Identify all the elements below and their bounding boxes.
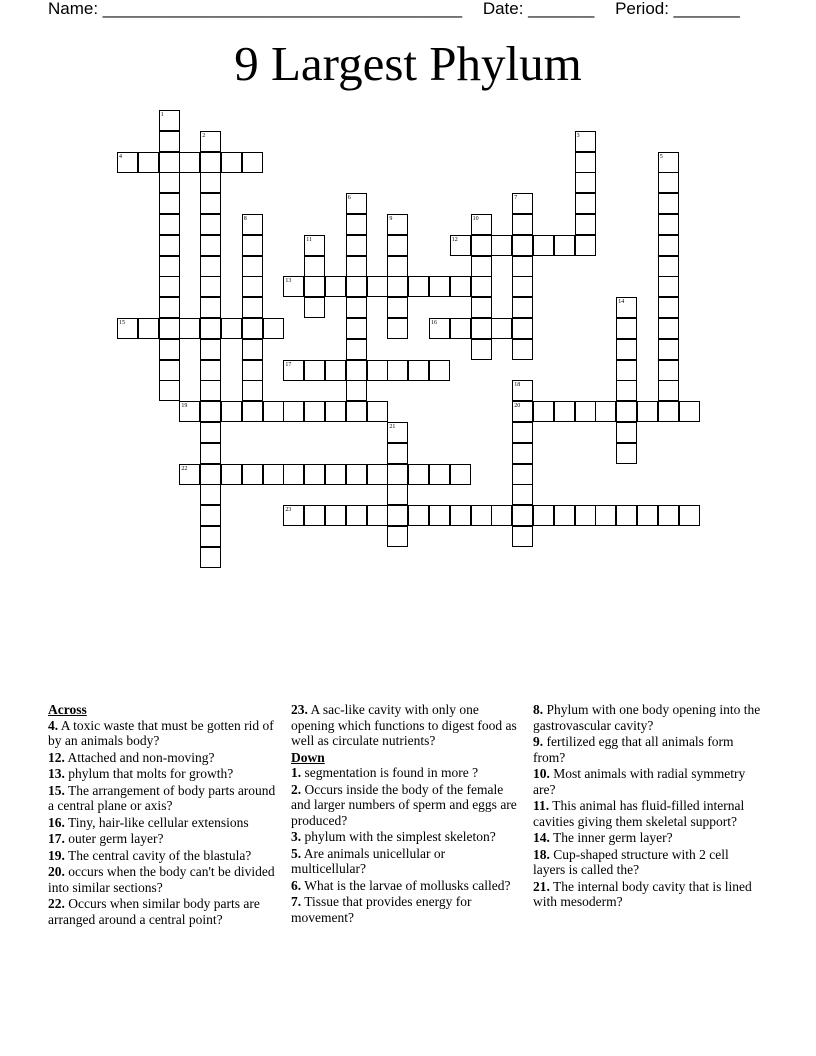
clue-number-label: 8 (243, 216, 247, 222)
crossword-cell[interactable] (387, 318, 408, 339)
clue-number-label: 17 (285, 361, 292, 368)
crossword-cell[interactable] (658, 276, 679, 297)
crossword-cell[interactable] (117, 318, 138, 339)
crossword-cell[interactable] (658, 256, 679, 277)
crossword-cell[interactable] (200, 443, 221, 464)
crossword-cell[interactable] (658, 235, 679, 256)
crossword-cell[interactable] (471, 318, 492, 339)
crossword-cell[interactable] (512, 464, 533, 485)
crossword-cell[interactable] (283, 276, 304, 297)
crossword-cell[interactable] (263, 464, 284, 485)
down-clue: 14. The inner germ layer? (533, 830, 673, 845)
crossword-cell[interactable] (387, 256, 408, 277)
crossword-cell[interactable] (200, 360, 221, 381)
crossword-cell[interactable] (533, 505, 554, 526)
crossword-cell[interactable] (200, 401, 221, 422)
crossword-cell[interactable] (512, 339, 533, 360)
crossword-cell[interactable] (325, 505, 346, 526)
clue-column-3 (533, 702, 761, 911)
crossword-cell[interactable] (658, 401, 679, 422)
crossword-cell[interactable] (200, 297, 221, 318)
down-clue: 1. segmentation is found in more ? (291, 765, 479, 780)
crossword-cell[interactable] (658, 193, 679, 214)
crossword-cell[interactable] (387, 505, 408, 526)
crossword-cell[interactable] (242, 380, 263, 401)
crossword-cell[interactable] (554, 235, 575, 256)
crossword-cell[interactable] (471, 276, 492, 297)
down-clue: 18. Cup-shaped structure with 2 cell layers is called the? (533, 846, 729, 877)
crossword-cell[interactable] (159, 276, 180, 297)
crossword-cell[interactable] (512, 256, 533, 277)
crossword-cell[interactable] (263, 401, 284, 422)
crossword-cell[interactable] (595, 505, 616, 526)
crossword-cell[interactable] (283, 360, 304, 381)
clue-number-label: 18 (514, 382, 521, 389)
crossword-cell[interactable] (346, 235, 367, 256)
crossword-cell[interactable] (325, 360, 346, 381)
period-field[interactable]: Period: _______ (615, 0, 740, 18)
crossword-cell[interactable] (512, 276, 533, 297)
down-clue: 10. Most animals with radial symmetry are? (533, 766, 746, 797)
clue-number-label: 20 (514, 403, 521, 410)
crossword-cell[interactable] (179, 152, 200, 173)
crossword-cell[interactable] (616, 422, 637, 443)
crossword-cell[interactable] (408, 276, 429, 297)
crossword-cell[interactable] (221, 318, 242, 339)
crossword-cell[interactable] (159, 193, 180, 214)
crossword-cell[interactable] (575, 214, 596, 235)
crossword-cell[interactable] (200, 526, 221, 547)
crossword-cell[interactable] (512, 422, 533, 443)
crossword-cell[interactable] (200, 193, 221, 214)
crossword-cell[interactable] (242, 318, 263, 339)
crossword-cell[interactable] (616, 380, 637, 401)
crossword-cell[interactable] (263, 318, 284, 339)
crossword-cell[interactable] (200, 214, 221, 235)
crossword-cell[interactable] (408, 360, 429, 381)
crossword-cell[interactable] (242, 464, 263, 485)
crossword-cell[interactable] (346, 256, 367, 277)
page-title: 9 Largest Phylum (234, 36, 582, 91)
across-clue: 4. A toxic waste that must be gotten rid of by an animals body? (48, 717, 274, 748)
clue-number-label: 10 (472, 216, 479, 222)
name-field[interactable]: Name: ______________________________________ (48, 0, 463, 18)
crossword-cell[interactable] (159, 297, 180, 318)
crossword-cell[interactable] (242, 235, 263, 256)
crossword-cell[interactable] (512, 505, 533, 526)
crossword-cell[interactable] (512, 214, 533, 235)
down-clue: 7. Tissue that provides energy for movement? (291, 894, 472, 925)
crossword-cell[interactable] (367, 360, 388, 381)
crossword-cell[interactable] (242, 214, 263, 235)
crossword-cell[interactable] (658, 380, 679, 401)
clue-number-label: 14 (618, 299, 625, 306)
down-clue: 8. Phylum with one body opening into the gastrovascular cavity? (533, 702, 761, 733)
across-heading: Across (48, 702, 87, 717)
crossword-cell[interactable] (117, 152, 138, 173)
crossword-cell[interactable] (346, 339, 367, 360)
crossword-cell[interactable] (450, 235, 471, 256)
crossword-cell[interactable] (658, 214, 679, 235)
clue-number-label: 22 (181, 465, 188, 472)
crossword-cell[interactable] (450, 505, 471, 526)
crossword-cell[interactable] (159, 380, 180, 401)
across-clue: 13. phylum that molts for growth? (48, 766, 234, 781)
crossword-cell[interactable] (471, 297, 492, 318)
crossword-cell[interactable] (575, 505, 596, 526)
clue-column-1 (48, 702, 276, 928)
crossword-cell[interactable] (491, 318, 512, 339)
crossword-cell[interactable] (159, 339, 180, 360)
down-clue: 2. Occurs inside the body of the female and larger numbers of sperm and eggs are produced? (291, 781, 517, 828)
crossword-cell[interactable] (471, 505, 492, 526)
clue-number-label: 2 (202, 132, 206, 139)
crossword-cell[interactable] (491, 505, 512, 526)
crossword-cell[interactable] (242, 152, 263, 173)
crossword-cell[interactable] (325, 276, 346, 297)
down-clue: 11. This animal has fluid-filled internal cavities giving them skeletal support? (533, 798, 745, 829)
crossword-cell[interactable] (159, 110, 180, 131)
crossword-cell[interactable] (304, 505, 325, 526)
crossword-cell[interactable] (346, 505, 367, 526)
crossword-cell[interactable] (387, 443, 408, 464)
crossword-cell[interactable] (658, 360, 679, 381)
crossword-cell[interactable] (679, 401, 700, 422)
crossword-cell[interactable] (616, 339, 637, 360)
crossword-cell[interactable] (304, 256, 325, 277)
clue-number-label: 7 (514, 195, 518, 202)
crossword-cell[interactable] (512, 235, 533, 256)
crossword-cell[interactable] (367, 505, 388, 526)
crossword-cell[interactable] (616, 505, 637, 526)
crossword-cell[interactable] (533, 235, 554, 256)
crossword-cell[interactable] (408, 505, 429, 526)
crossword-cell[interactable] (575, 235, 596, 256)
crossword-cell[interactable] (221, 401, 242, 422)
crossword-cell[interactable] (200, 131, 221, 152)
crossword-cell[interactable] (429, 360, 450, 381)
date-field[interactable]: Date: _______ (482, 0, 595, 18)
crossword-cell[interactable] (512, 297, 533, 318)
down-clue: 9. fertilized egg that all animals form from? (533, 734, 734, 765)
crossword-cell[interactable] (471, 256, 492, 277)
crossword-cell[interactable] (679, 505, 700, 526)
crossword-cell[interactable] (200, 152, 221, 173)
across-clue: 22. Occurs when similar body parts are arranged around a central point? (48, 896, 260, 927)
crossword-cell[interactable] (658, 172, 679, 193)
clue-number-label: 21 (389, 424, 396, 430)
crossword-cell[interactable] (159, 172, 180, 193)
down-clue: 5. Are animals unicellular or multicellular? (291, 845, 446, 876)
across-clue: 12. Attached and non-moving? (48, 749, 215, 765)
crossword-cell[interactable] (450, 464, 471, 485)
clue-number-label: 15 (119, 320, 125, 326)
crossword-cell[interactable] (637, 401, 658, 422)
crossword-cell[interactable] (429, 505, 450, 526)
crossword-cell[interactable] (325, 464, 346, 485)
clue-number-label: 12 (451, 236, 458, 243)
crossword-cell[interactable] (512, 193, 533, 214)
crossword-cell[interactable] (471, 339, 492, 360)
crossword-cell[interactable] (387, 360, 408, 381)
crossword-cell[interactable] (138, 318, 159, 339)
clue-number-label: 6 (347, 195, 351, 202)
crossword-cell[interactable] (179, 401, 200, 422)
across-clue: 23. A sac-like cavity with only one opening which functions to digest food as well as circulate nutrients? (291, 702, 517, 748)
crossword-cell[interactable] (200, 318, 221, 339)
down-heading: Down (291, 749, 325, 765)
crossword-cell[interactable] (575, 131, 596, 152)
crossword-cell[interactable] (512, 318, 533, 339)
crossword-cell[interactable] (200, 505, 221, 526)
crossword-cell[interactable] (346, 360, 367, 381)
crossword-cell[interactable] (616, 297, 637, 318)
crossword-cell[interactable] (304, 297, 325, 318)
crossword-cell[interactable] (346, 297, 367, 318)
crossword-cell[interactable] (346, 193, 367, 214)
crossword-cell[interactable] (367, 276, 388, 297)
crossword-cell[interactable] (221, 464, 242, 485)
crossword-cell[interactable] (471, 235, 492, 256)
crossword-cell[interactable] (200, 276, 221, 297)
crossword-cell[interactable] (159, 256, 180, 277)
crossword-cell[interactable] (346, 401, 367, 422)
crossword-cell[interactable] (616, 443, 637, 464)
across-clue: 19. The central cavity of the blastula? (48, 847, 252, 863)
crossword-cell[interactable] (200, 422, 221, 443)
clue-number-label: 1 (160, 112, 164, 118)
crossword-cell[interactable] (159, 152, 180, 173)
clue-number-label: 11 (306, 236, 312, 243)
crossword-cell[interactable] (429, 318, 450, 339)
crossword-cell[interactable] (471, 214, 492, 235)
crossword-cell[interactable] (658, 505, 679, 526)
crossword-cell[interactable] (595, 401, 616, 422)
crossword-cell[interactable] (346, 464, 367, 485)
crossword-cell[interactable] (242, 339, 263, 360)
crossword-cell[interactable] (429, 464, 450, 485)
crossword-cell[interactable] (200, 547, 221, 568)
crossword-cell[interactable] (512, 380, 533, 401)
crossword-cell[interactable] (346, 276, 367, 297)
down-clue: 6. What is the larvae of mollusks called? (291, 877, 511, 893)
crossword-cell[interactable] (346, 318, 367, 339)
crossword-cell[interactable] (159, 131, 180, 152)
crossword-cell[interactable] (242, 360, 263, 381)
crossword-cell[interactable] (575, 172, 596, 193)
crossword-cell[interactable] (554, 401, 575, 422)
crossword-cell[interactable] (408, 464, 429, 485)
crossword-cell[interactable] (367, 464, 388, 485)
crossword-cell[interactable] (387, 276, 408, 297)
across-clue: 20. occurs when the body can't be divided into similar sections? (48, 864, 275, 895)
crossword-cell[interactable] (200, 339, 221, 360)
crossword-cell[interactable] (179, 464, 200, 485)
down-clue: 3. phylum with the simplest skeleton? (291, 829, 496, 844)
crossword-cell[interactable] (512, 443, 533, 464)
clue-number-label: 3 (576, 132, 580, 139)
crossword-cell[interactable] (221, 152, 242, 173)
crossword-cell[interactable] (304, 464, 325, 485)
crossword-cell[interactable] (159, 235, 180, 256)
crossword-cell[interactable] (179, 318, 200, 339)
crossword-cell[interactable] (533, 401, 554, 422)
crossword-cell[interactable] (512, 401, 533, 422)
crossword-cell[interactable] (450, 276, 471, 297)
crossword-cell[interactable] (575, 401, 596, 422)
crossword-cell[interactable] (283, 464, 304, 485)
across-clue: 17. outer germ layer? (48, 831, 164, 846)
crossword-cell[interactable] (242, 276, 263, 297)
across-clue: 15. The arrangement of body parts around a central plane or axis? (48, 782, 276, 813)
crossword-cell[interactable] (325, 401, 346, 422)
crossword-cell[interactable] (575, 193, 596, 214)
crossword-cell[interactable] (283, 401, 304, 422)
clue-number-label: 16 (431, 320, 437, 326)
crossword-cell[interactable] (283, 505, 304, 526)
crossword-cell[interactable] (159, 214, 180, 235)
crossword-cell[interactable] (387, 526, 408, 547)
clue-number-label: 19 (181, 403, 188, 410)
crossword-cell[interactable] (616, 360, 637, 381)
clue-number-label: 5 (659, 153, 663, 160)
crossword-cell[interactable] (387, 235, 408, 256)
clue-column-2 (291, 702, 519, 926)
crossword-cell[interactable] (242, 297, 263, 318)
crossword-cell[interactable] (304, 360, 325, 381)
crossword-cell[interactable] (387, 297, 408, 318)
crossword-cell[interactable] (200, 464, 221, 485)
crossword-cell[interactable] (387, 214, 408, 235)
crossword-cell[interactable] (200, 172, 221, 193)
crossword-cell[interactable] (346, 380, 367, 401)
crossword-cell[interactable] (658, 297, 679, 318)
crossword-cell[interactable] (242, 401, 263, 422)
crossword-cell[interactable] (367, 401, 388, 422)
crossword-cell[interactable] (616, 318, 637, 339)
crossword-cell[interactable] (200, 256, 221, 277)
crossword-cell[interactable] (429, 276, 450, 297)
crossword-cell[interactable] (658, 318, 679, 339)
clue-number-label: 4 (119, 153, 122, 160)
crossword-cell[interactable] (200, 484, 221, 505)
crossword-cell[interactable] (200, 235, 221, 256)
crossword-cell[interactable] (658, 152, 679, 173)
crossword-cell[interactable] (387, 422, 408, 443)
clue-number-label: 13 (285, 278, 292, 285)
across-clue: 16. Tiny, hair-like cellular extensions (48, 814, 249, 830)
crossword-cell[interactable] (304, 235, 325, 256)
clue-number-label: 23 (285, 507, 292, 514)
crossword-cell[interactable] (450, 318, 471, 339)
crossword-cell[interactable] (304, 401, 325, 422)
crossword-cell[interactable] (616, 401, 637, 422)
crossword-cell[interactable] (637, 505, 658, 526)
crossword-cell[interactable] (512, 526, 533, 547)
crossword-cell[interactable] (346, 214, 367, 235)
crossword-cell[interactable] (575, 152, 596, 173)
crossword-cell[interactable] (304, 276, 325, 297)
crossword-cell[interactable] (491, 235, 512, 256)
crossword-cell[interactable] (138, 152, 159, 173)
crossword-cell[interactable] (387, 484, 408, 505)
down-clue: 21. The internal body cavity that is lined with mesoderm? (533, 878, 752, 909)
clue-number-label: 9 (389, 216, 393, 222)
crossword-cell[interactable] (554, 505, 575, 526)
crossword-cell[interactable] (242, 256, 263, 277)
crossword-cell[interactable] (200, 380, 221, 401)
crossword-cell[interactable] (512, 484, 533, 505)
crossword-cell[interactable] (387, 464, 408, 485)
crossword-cell[interactable] (159, 318, 180, 339)
crossword-cell[interactable] (658, 339, 679, 360)
crossword-cell[interactable] (159, 360, 180, 381)
